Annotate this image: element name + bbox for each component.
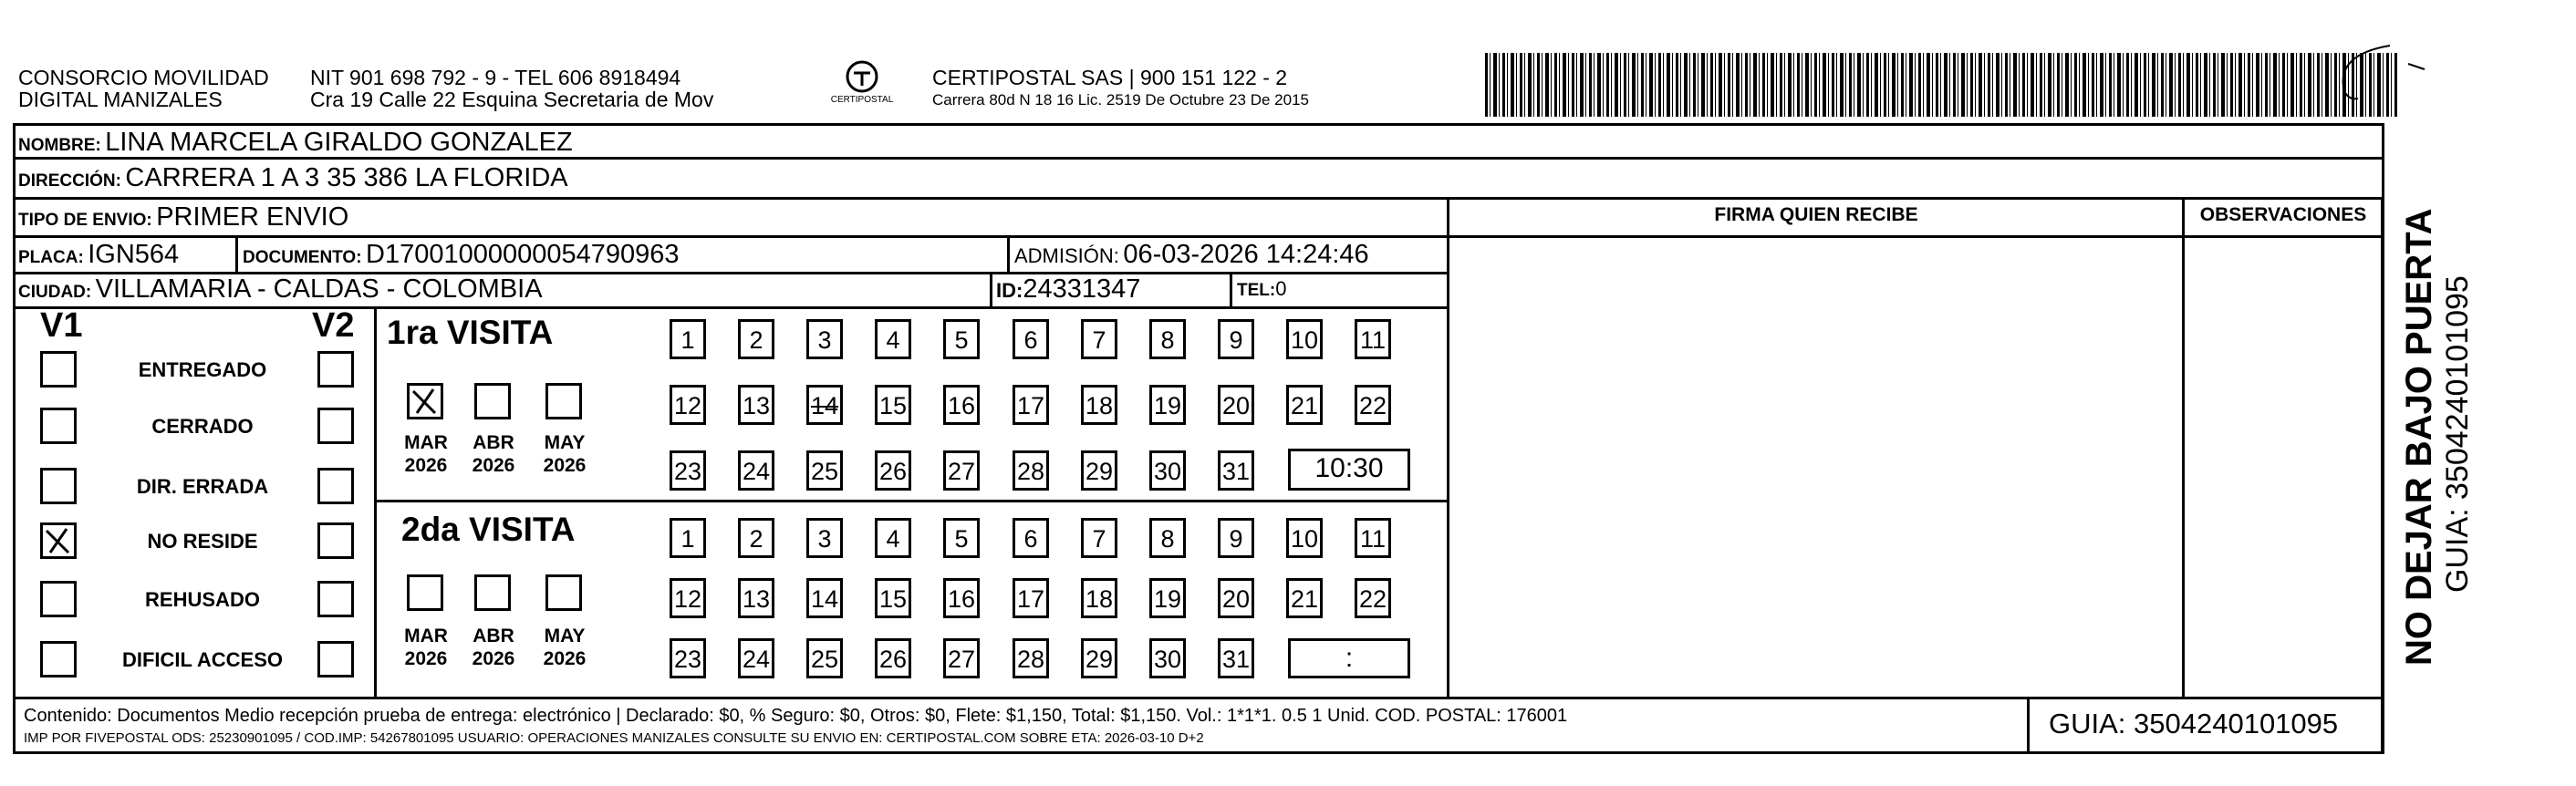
- tipo-envio-value: PRIMER ENVIO: [156, 202, 349, 232]
- contenido-line: Contenido: Documentos Medio recepción prueba de entrega: electrónico | Declarado: $0, % Seguro: $0, Otros: $0, Flete: $1,150, Total: $1,150. Vol.: 1*1*1. 0.5 1 Unid. COD. POSTAL: 176001: [24, 706, 1568, 726]
- status-label: NO RESIDE: [147, 530, 258, 553]
- v1-checkbox[interactable]: [40, 641, 77, 677]
- month-year: 2026: [472, 455, 515, 476]
- month-checkbox[interactable]: [474, 383, 511, 419]
- tipo-envio-row: [18, 202, 348, 237]
- no-dejar-warning: NO DEJAR BAJO PUERTA: [2399, 208, 2439, 666]
- day-box[interactable]: 3: [806, 319, 843, 359]
- day-box[interactable]: 13: [738, 385, 774, 425]
- month-year: 2026: [543, 455, 587, 476]
- month-label: ABR: [473, 432, 514, 453]
- day-box[interactable]: 5: [943, 319, 980, 359]
- ciudad-label: CIUDAD:: [18, 283, 92, 302]
- v2-checkbox[interactable]: [317, 581, 354, 617]
- barcode: [1485, 53, 2397, 117]
- v1-checkbox[interactable]: [40, 581, 77, 617]
- day-box[interactable]: 23: [670, 450, 706, 491]
- imp-line: IMP POR FIVEPOSTAL ODS: 25230901095 / COD.IMP: 54267801095 USUARIO: OPERACIONES MANIZALES CONSULTE SU ENVIO EN: CERTIPOSTAL.COM SOBRE ETA: 2026-03-10 D+2: [24, 730, 1204, 746]
- status-label: ENTREGADO: [138, 358, 267, 381]
- month-checkbox[interactable]: [407, 574, 443, 611]
- status-label: REHUSADO: [145, 588, 260, 611]
- placa-field: [18, 239, 179, 274]
- day-box[interactable]: 9: [1218, 518, 1254, 558]
- admision-value: 06-03-2026 14:24:46: [1123, 240, 1369, 269]
- day-box[interactable]: 14: [806, 385, 843, 425]
- day-box[interactable]: 30: [1149, 450, 1186, 491]
- month-label: MAR: [404, 432, 448, 453]
- guia-footer: GUIA: 3504240101095: [2049, 708, 2339, 739]
- day-box[interactable]: 21: [1286, 385, 1323, 425]
- tel-value: 0: [1275, 277, 1287, 300]
- nombre-value: LINA MARCELA GIRALDO GONZALEZ: [105, 128, 573, 157]
- day-box[interactable]: 20: [1218, 578, 1254, 618]
- month-year: 2026: [472, 648, 515, 669]
- day-box[interactable]: 1: [670, 518, 706, 558]
- direccion-row: [18, 162, 568, 198]
- placa-value: IGN564: [88, 240, 180, 269]
- day-box[interactable]: 19: [1149, 578, 1186, 618]
- v2-checkbox[interactable]: [317, 641, 354, 677]
- day-box[interactable]: 26: [875, 450, 911, 491]
- nombre-label: NOMBRE:: [18, 136, 101, 155]
- day-box[interactable]: 27: [943, 450, 980, 491]
- day-box[interactable]: 5: [943, 518, 980, 558]
- status-label: DIR. ERRADA: [136, 475, 269, 498]
- ciudad-field: [18, 274, 543, 309]
- day-box[interactable]: 7: [1081, 518, 1117, 558]
- v2-header: V2: [312, 306, 355, 345]
- tel-label: TEL:: [1237, 281, 1276, 300]
- day-box[interactable]: 15: [875, 385, 911, 425]
- day-box[interactable]: 9: [1218, 319, 1254, 359]
- day-box[interactable]: 15: [875, 578, 911, 618]
- direccion-value: CARRERA 1 A 3 35 386 LA FLORIDA: [125, 163, 568, 192]
- guia-vertical: GUIA: 3504240101095: [2440, 275, 2475, 593]
- v2-checkbox[interactable]: [317, 468, 354, 504]
- day-box[interactable]: 30: [1149, 638, 1186, 678]
- day-box[interactable]: 23: [670, 638, 706, 678]
- month-checkbox[interactable]: [545, 383, 582, 419]
- day-box[interactable]: 29: [1081, 450, 1117, 491]
- day-box[interactable]: 26: [875, 638, 911, 678]
- nit-line: NIT 901 698 792 - 9 - TEL 606 8918494: [310, 66, 681, 89]
- day-box[interactable]: 25: [806, 638, 843, 678]
- v2-checkbox[interactable]: [317, 408, 354, 444]
- day-box[interactable]: 7: [1081, 319, 1117, 359]
- nombre-row: [18, 127, 573, 162]
- firma-header: FIRMA QUIEN RECIBE: [1714, 204, 1918, 225]
- v2-checkbox[interactable]: [317, 522, 354, 559]
- v1-checkbox[interactable]: [40, 522, 77, 559]
- day-box[interactable]: 8: [1149, 518, 1186, 558]
- id-label: ID:: [996, 279, 1023, 302]
- documento-label: DOCUMENTO:: [243, 248, 362, 267]
- day-box[interactable]: 29: [1081, 638, 1117, 678]
- day-box[interactable]: 28: [1013, 638, 1049, 678]
- month-checkbox[interactable]: [407, 383, 443, 419]
- day-box[interactable]: 25: [806, 450, 843, 491]
- tel-field: [1237, 274, 1286, 307]
- id-value: 24331347: [1023, 274, 1141, 304]
- month-year: 2026: [404, 455, 448, 476]
- visit2-time[interactable]: :: [1288, 638, 1410, 678]
- day-box[interactable]: 11: [1355, 518, 1391, 558]
- day-box[interactable]: 12: [670, 578, 706, 618]
- month-checkbox[interactable]: [545, 574, 582, 611]
- v2-checkbox[interactable]: [317, 351, 354, 388]
- v1-header: V1: [40, 306, 83, 345]
- logo-text: CERTIPOSTAL: [830, 95, 894, 105]
- month-label: MAR: [404, 626, 448, 646]
- day-box[interactable]: 10: [1286, 518, 1323, 558]
- v1-checkbox[interactable]: [40, 468, 77, 504]
- day-box[interactable]: 20: [1218, 385, 1254, 425]
- day-box[interactable]: 12: [670, 385, 706, 425]
- day-box[interactable]: 4: [875, 319, 911, 359]
- company-name-line1: CONSORCIO MOVILIDAD: [18, 66, 269, 89]
- month-label: MAY: [544, 626, 586, 646]
- day-box[interactable]: 22: [1355, 385, 1391, 425]
- status-label: CERRADO: [151, 415, 254, 438]
- placa-label: PLACA:: [18, 248, 84, 267]
- month-year: 2026: [543, 648, 587, 669]
- month-year: 2026: [404, 648, 448, 669]
- day-box[interactable]: 24: [738, 638, 774, 678]
- day-box[interactable]: 4: [875, 518, 911, 558]
- id-field: [996, 274, 1140, 309]
- day-box[interactable]: 13: [738, 578, 774, 618]
- courier-line: CERTIPOSTAL SAS | 900 151 122 - 2: [932, 66, 1288, 89]
- month-checkbox[interactable]: [474, 574, 511, 611]
- day-box[interactable]: 10: [1286, 319, 1323, 359]
- day-box[interactable]: 16: [943, 578, 980, 618]
- day-box[interactable]: 24: [738, 450, 774, 491]
- courier-address: Carrera 80d N 18 16 Lic. 2519 De Octubre 23 De 2015: [932, 91, 1309, 109]
- day-box[interactable]: 19: [1149, 385, 1186, 425]
- visit2-title: 2da VISITA: [401, 511, 576, 548]
- observaciones-header: OBSERVACIONES: [2199, 204, 2367, 225]
- day-box[interactable]: 31: [1218, 450, 1254, 491]
- day-box[interactable]: 16: [943, 385, 980, 425]
- status-label: DIFICIL ACCESO: [121, 648, 283, 671]
- day-box[interactable]: 11: [1355, 319, 1391, 359]
- day-box[interactable]: 1: [670, 319, 706, 359]
- day-box[interactable]: 6: [1013, 319, 1049, 359]
- visit1-title: 1ra VISITA: [387, 314, 554, 351]
- admision-field: [1014, 239, 1369, 274]
- day-box[interactable]: 3: [806, 518, 843, 558]
- day-box[interactable]: 22: [1355, 578, 1391, 618]
- month-label: ABR: [473, 626, 514, 646]
- day-box[interactable]: 6: [1013, 518, 1049, 558]
- v1-checkbox[interactable]: [40, 351, 77, 388]
- visit1-time[interactable]: 10:30: [1288, 449, 1410, 491]
- v1-checkbox[interactable]: [40, 408, 77, 444]
- documento-value: D17001000000054790963: [366, 240, 680, 269]
- month-label: MAY: [544, 432, 586, 453]
- day-box[interactable]: 21: [1286, 578, 1323, 618]
- day-box[interactable]: 2: [738, 319, 774, 359]
- day-box[interactable]: 2: [738, 518, 774, 558]
- handwritten-mark: [2317, 36, 2454, 119]
- day-box[interactable]: 27: [943, 638, 980, 678]
- direccion-label: DIRECCIÓN:: [18, 171, 121, 191]
- address-line: Cra 19 Calle 22 Esquina Secretaria de Mov: [310, 88, 714, 111]
- admision-label: ADMISIÓN:: [1014, 244, 1119, 267]
- documento-field: [243, 239, 680, 274]
- ciudad-value: VILLAMARIA - CALDAS - COLOMBIA: [95, 274, 543, 304]
- day-box[interactable]: 18: [1081, 385, 1117, 425]
- company-name-line2: DIGITAL MANIZALES: [18, 88, 223, 111]
- day-box[interactable]: 8: [1149, 319, 1186, 359]
- tipo-envio-label: TIPO DE ENVIO:: [18, 211, 152, 230]
- day-box[interactable]: 14: [806, 578, 843, 618]
- day-box[interactable]: 28: [1013, 450, 1049, 491]
- day-box[interactable]: 17: [1013, 578, 1049, 618]
- day-box[interactable]: 31: [1218, 638, 1254, 678]
- certipostal-logo: [821, 58, 903, 109]
- day-box[interactable]: 17: [1013, 385, 1049, 425]
- day-box[interactable]: 18: [1081, 578, 1117, 618]
